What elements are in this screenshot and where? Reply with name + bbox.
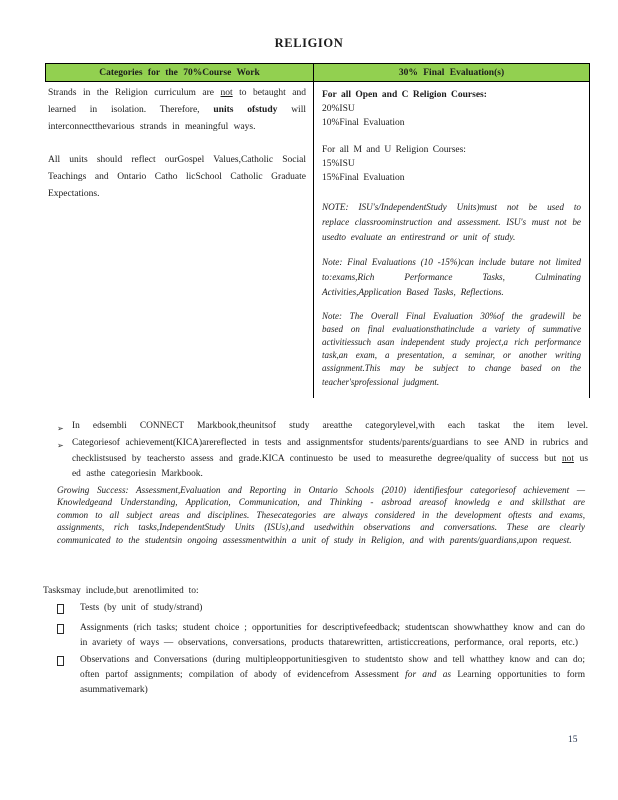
tasks-intro-line: Tasksmay include,but arenotlimited to: [43, 586, 199, 596]
list-item [57, 653, 585, 699]
summary-bullet-list [57, 419, 588, 483]
kica-bullet-text [72, 436, 588, 482]
list-item [57, 621, 585, 651]
list-item [57, 419, 588, 436]
table-header-row [45, 63, 590, 82]
isu-note: NOTE: ISU's/IndependentStudy Units)must not be used to replace classroominstruction and assessment. ISU's must not be usedto evaluate an entirestrand or unit of study. [322, 201, 581, 243]
overall-final-evaluation-note: Note: The Overall Final Evaluation 30%of the gradewill be based on final evaluationsthatinclude a variety of summative activitiessuch asan independent study project,a rich performance task,an exam, a presentation, a seminar, or another writing assignment.This may be subject to change based on the teacher'sprofessional judgment. [322, 310, 581, 387]
mu-final-line: 15%Final Evaluation [322, 172, 405, 183]
strands-text-run: to betaught and learned in isolation. Therefore, [48, 88, 306, 115]
evaluation-table [45, 63, 590, 398]
for-and-as-italic: for and as [405, 669, 452, 680]
open-courses-heading: For all Open and C Religion Courses: [322, 90, 487, 100]
arrow-bullet-icon: ➢ [57, 441, 64, 451]
arrow-bullet-icon: ➢ [57, 424, 64, 433]
strands-paragraph [48, 85, 306, 136]
course-work-cell [45, 82, 313, 398]
growing-success-paragraph: Growing Success: Assessment,Evaluation and Reporting in Ontario Schools (2010) identifiesfour categoriesof achievement —Knowledgeand Understanding, Application, Communication, and Thinking - asbroad areasof knowledg e and skillsthat are common to all subject areas and disciplines. Thesecategories are always considered in the development oftests and exams, assignments, rich tasks,IndependentStudy Units (ISUs),and usedwithin observations and conversations. These are clearly communicated to the studentsin ongoing assessmentwithin a unit of study in Religion, and with parents/guardians,upon request. [57, 485, 585, 545]
gospel-values-paragraph: All units should reflect ourGospel Values,Catholic Social Teachings and Ontario Catho licSchool Catholic Graduate Expectations. [48, 155, 306, 199]
list-item [57, 436, 588, 482]
square-bullet-icon [57, 653, 80, 699]
units-of-study-bold: units ofstudy [213, 105, 278, 115]
strands-text-run: will interconnectthevarious strands in meaningful ways. [48, 105, 306, 132]
square-bullet-icon [57, 621, 80, 651]
table-body-row [45, 82, 590, 398]
list-item [57, 601, 585, 620]
tests-item-text: Tests (by unit of study/strand) [80, 603, 203, 613]
observations-text-run: Observations and Conversations (during multipleopportunitiesgiven to studentsto show and tell whatthey know and can do; often partof assignments; compilation of abody of evidencefrom Assessment [80, 654, 585, 680]
open-final-line: 10%Final Evaluation [322, 117, 405, 128]
page-title: RELIGION [274, 36, 344, 50]
observations-item-text [80, 653, 585, 699]
table-header-course-work: Categories for the 70%Course Work [46, 64, 314, 81]
mu-courses-heading: For all M and U Religion Courses: [322, 145, 466, 156]
final-evaluations-note: Note: Final Evaluations (10 -15%)can include butare not limited to:exams,Rich Performance Tasks, Culminating Activities,Application Based Tasks, Reflections. [322, 256, 582, 298]
open-isu-line: 20%ISU [322, 103, 355, 114]
kica-text-run: Categoriesof achievement(KICA)arereflected in tests and assignmentsfor students/parents/guardians to see AND in rubrics and checklistsused by teachersto assess and grade.KICA continuesto be used to measurethe degree/quality of success but [72, 438, 588, 464]
table-header-final-evaluation: 30% Final Evaluation(s) [398, 68, 505, 78]
tasks-list [57, 601, 585, 699]
square-bullet-icon [57, 601, 80, 620]
strands-text-run: Strands in the Religion curriculum are [48, 88, 221, 98]
page-number: 15 [568, 735, 578, 745]
observations-text-run: Learning opportunities to form asummativemark) [80, 669, 585, 696]
not-underlined: not [561, 453, 574, 464]
not-underlined: not [220, 88, 233, 98]
assignments-item-text: Assignments (rich tasks; student choice ; opportunities for descriptivefeedback; studentscan showwhatthey know and can do in avariety of ways — observations, conversations, products thatarewritten, artisticcreations, performance, oral reports, etc.) [80, 623, 585, 649]
mu-isu-line: 15%ISU [322, 159, 355, 170]
markbook-bullet-text: In edsembli CONNECT Markbook,theunitsof study areatthe categorylevel,with each taskat the item level. [72, 421, 588, 431]
kica-text-run: us ed asthe categoriesin Markbook. [72, 453, 588, 480]
final-evaluation-cell [313, 82, 590, 398]
